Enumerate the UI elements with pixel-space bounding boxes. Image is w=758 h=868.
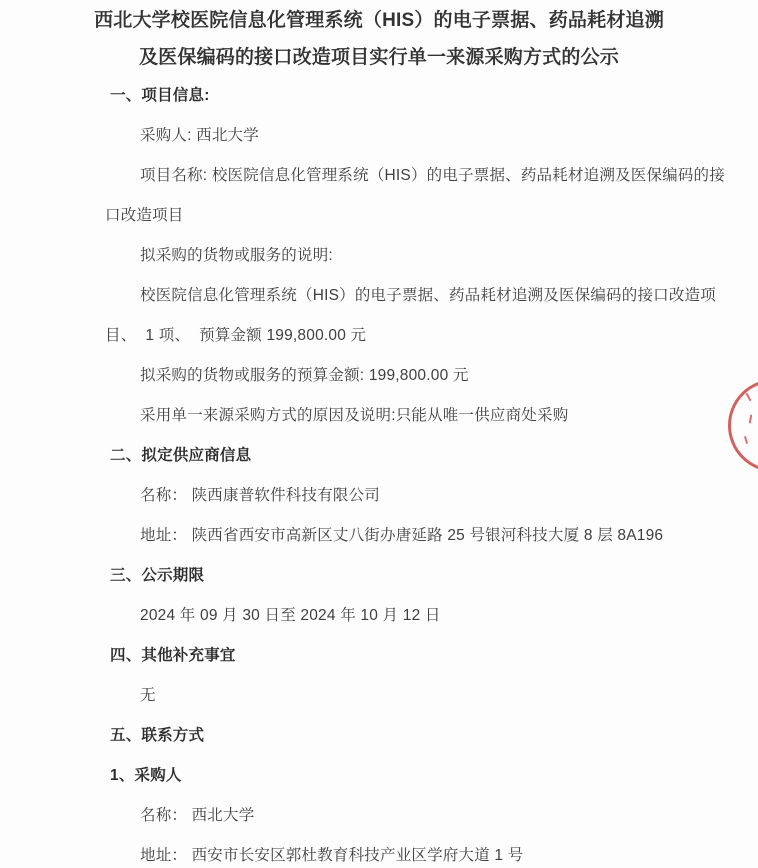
page-title-line1: 西北大学校医院信息化管理系统（HIS）的电子票据、药品耗材追溯 (94, 10, 664, 31)
doc-line: 校医院信息化管理系统（HIS）的电子票据、药品耗材追溯及医保编码的接口改造项 (140, 287, 716, 304)
doc-line: 名称： 陕西康普软件科技有限公司 (140, 487, 381, 504)
doc-line: 四、其他补充事宜 (110, 647, 236, 664)
doc-line: 二、拟定供应商信息 (110, 447, 252, 464)
doc-line: 名称： 西北大学 (140, 807, 255, 824)
doc-line: 五、联系方式 (110, 727, 205, 744)
doc-line: 2024 年 09 月 30 日至 2024 年 10 月 12 日 (140, 607, 441, 624)
doc-line: 地址： 陕西省西安市高新区丈八街办唐延路 25 号银河科技大厦 8 层 8A196 (140, 527, 664, 544)
doc-line: 采用单一来源采购方式的原因及说明:只能从唯一供应商处采购 (140, 407, 569, 424)
doc-line: 目、 1 项、 预算金额 199,800.00 元 (105, 327, 367, 344)
doc-line: 一、项目信息: (110, 87, 210, 104)
page-title (0, 0, 758, 76)
doc-line: 采购人: 西北大学 (140, 127, 259, 144)
doc-line: 三、公示期限 (110, 567, 205, 584)
page-title-line2: 及医保编码的接口改造项目实行单一来源采购方式的公示 (138, 47, 619, 68)
doc-line: 拟采购的货物或服务的说明: (140, 247, 333, 264)
doc-line: 无 (140, 687, 156, 704)
doc-line: 项目名称: 校医院信息化管理系统（HIS）的电子票据、药品耗材追溯及医保编码的接 (140, 167, 725, 184)
doc-line: 拟采购的货物或服务的预算金额: 199,800.00 元 (140, 367, 469, 384)
doc-line: 口改造项目 (105, 207, 184, 224)
doc-line: 1、采购人 (110, 767, 182, 784)
document-body (0, 76, 758, 868)
doc-line: 地址： 西安市长安区郭杜教育科技产业区学府大道 1 号 (140, 847, 524, 864)
